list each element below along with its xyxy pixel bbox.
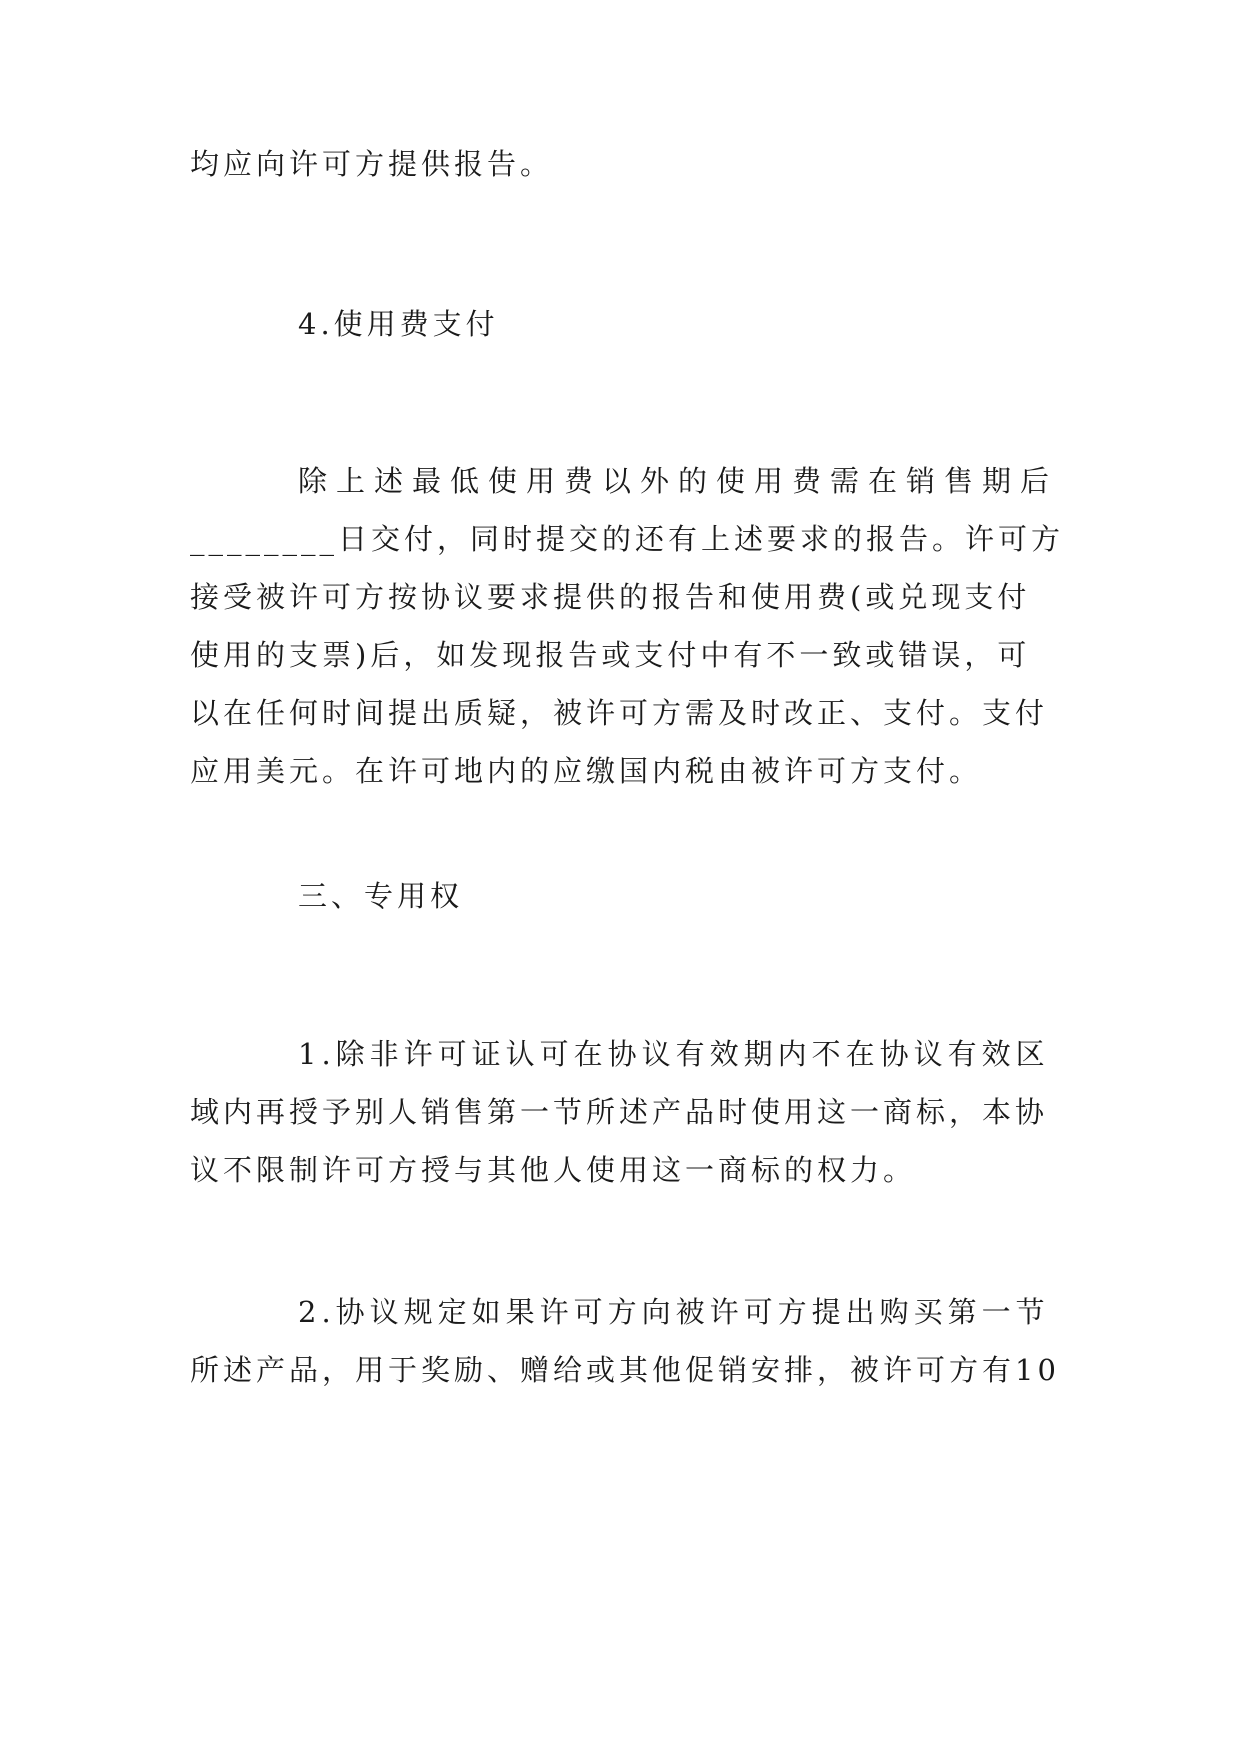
section-heading-exclusive-right (298, 867, 598, 925)
text-line: 均应向许可方提供报告。 (190, 147, 554, 181)
text-line: 应用美元。在许可地内的应缴国内税由被许可方支付。 (190, 754, 983, 788)
text-line: 除上述最低使用费以外的使用费需在销售期后 (298, 464, 1059, 498)
text-line: 以在任何时间提出质疑，被许可方需及时改正、支付。支付 (190, 696, 1049, 730)
section-heading-royalty-payment (298, 295, 598, 353)
text-line: ________日交付，同时提交的还有上述要求的报告。许可方 (190, 522, 1065, 556)
text-line: 使用的支票)后，如发现报告或支付中有不一致或错误，可 (190, 638, 1031, 672)
text-line: 接受被许可方按协议要求提供的报告和使用费(或兑现支付 (190, 580, 1031, 614)
paragraph-exclusive-right-1 (190, 1025, 1050, 1199)
paragraph-royalty-payment (190, 452, 1065, 800)
text-line: 2.协议规定如果许可方向被许可方提出购买第一节 (298, 1295, 1050, 1329)
text-line: 议不限制许可方授与其他人使用这一商标的权力。 (190, 1153, 917, 1187)
text-line: 域内再授予别人销售第一节所述产品时使用这一商标，本协 (190, 1095, 1049, 1129)
text-line: 所述产品，用于奖励、赠给或其他促销安排，被许可方有10 (190, 1353, 1060, 1387)
text-line: 1.除非许可证认可在协议有效期内不在协议有效区 (298, 1037, 1050, 1071)
paragraph-report-tail (190, 135, 1050, 193)
heading-text: 4.使用费支付 (298, 307, 499, 341)
paragraph-exclusive-right-2 (190, 1283, 1060, 1399)
heading-text: 三、专用权 (298, 879, 464, 913)
